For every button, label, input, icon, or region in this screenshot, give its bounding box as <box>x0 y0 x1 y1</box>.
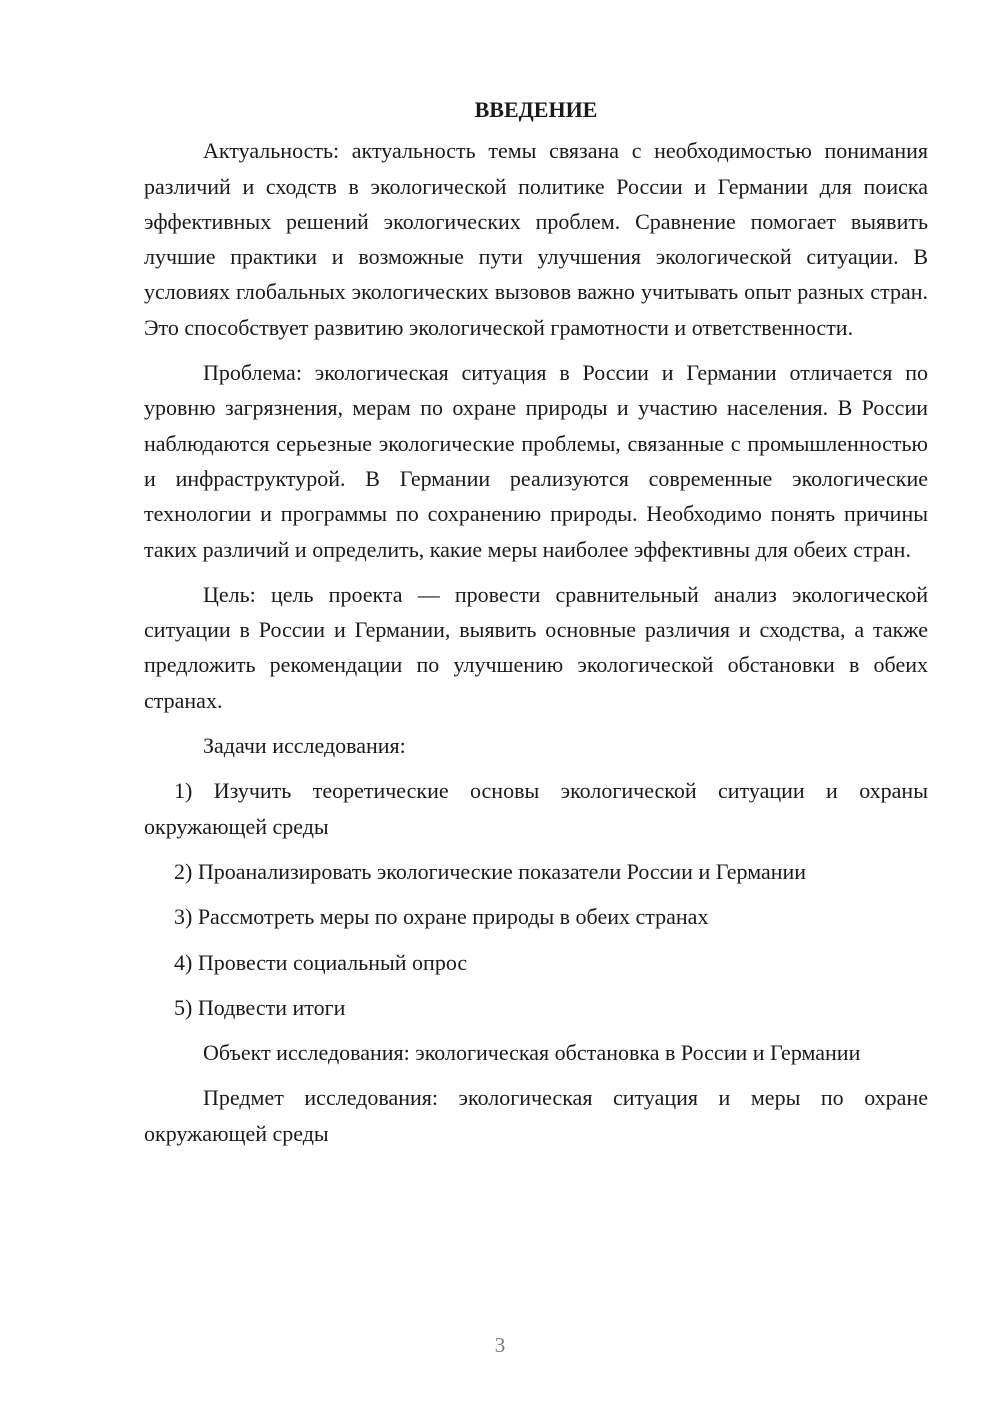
tasks-heading: Задачи исследования: <box>203 733 406 759</box>
section-title: ВВЕДЕНИЕ <box>474 97 598 122</box>
subject-paragraph: Предмет исследования: экологическая ситуация и меры по охране окружающей среды <box>144 1085 928 1146</box>
task-item-4: 4) Провести социальный опрос <box>174 949 468 975</box>
goal-paragraph: Цель: цель проекта — провести сравнительный анализ экологической ситуации в России и Германии, выявить основные различия и сходства, а также предложить рекомендации по улучшению экологической обстановки в обеих странах. <box>144 581 928 713</box>
relevance-paragraph: Актуальность: актуальность темы связана с необходимостью понимания различий и сходств в экологической политике России и Германии для поиска эффективных решений экологических проблем. Сравнение помогает выявить лучшие практики и возможные пути улучшения экологической ситуации. В условиях глобальных экологических вызовов важно учитывать опыт разных стран. Это способствует развитию экологической грамотности и ответственности. <box>144 138 928 340</box>
object-paragraph: Объект исследования: экологическая обстановка в России и Германии <box>203 1040 861 1066</box>
problem-paragraph: Проблема: экологическая ситуация в России и Германии отличается по уровню загрязнения, мерам по охране природы и участию населения. В России наблюдаются серьезные экологические проблемы, связанные с промышленностью и инфраструктурой. В Германии реализуются современные экологические технологии и программы по сохранению природы. Необходимо понять причины таких различий и определить, какие меры наиболее эффективны для обеих стран. <box>144 360 928 562</box>
page-number: 3 <box>494 1333 506 1357</box>
task-item-5: 5) Подвести итоги <box>174 994 346 1020</box>
page-content <box>144 92 928 1161</box>
task-item-1: 1) Изучить теоретические основы экологической ситуации и охраны окружающей среды <box>144 778 928 839</box>
task-item-3: 3) Рассмотреть меры по охране природы в обеих странах <box>174 904 709 930</box>
task-item-2: 2) Проанализировать экологические показатели России и Германии <box>174 858 807 884</box>
